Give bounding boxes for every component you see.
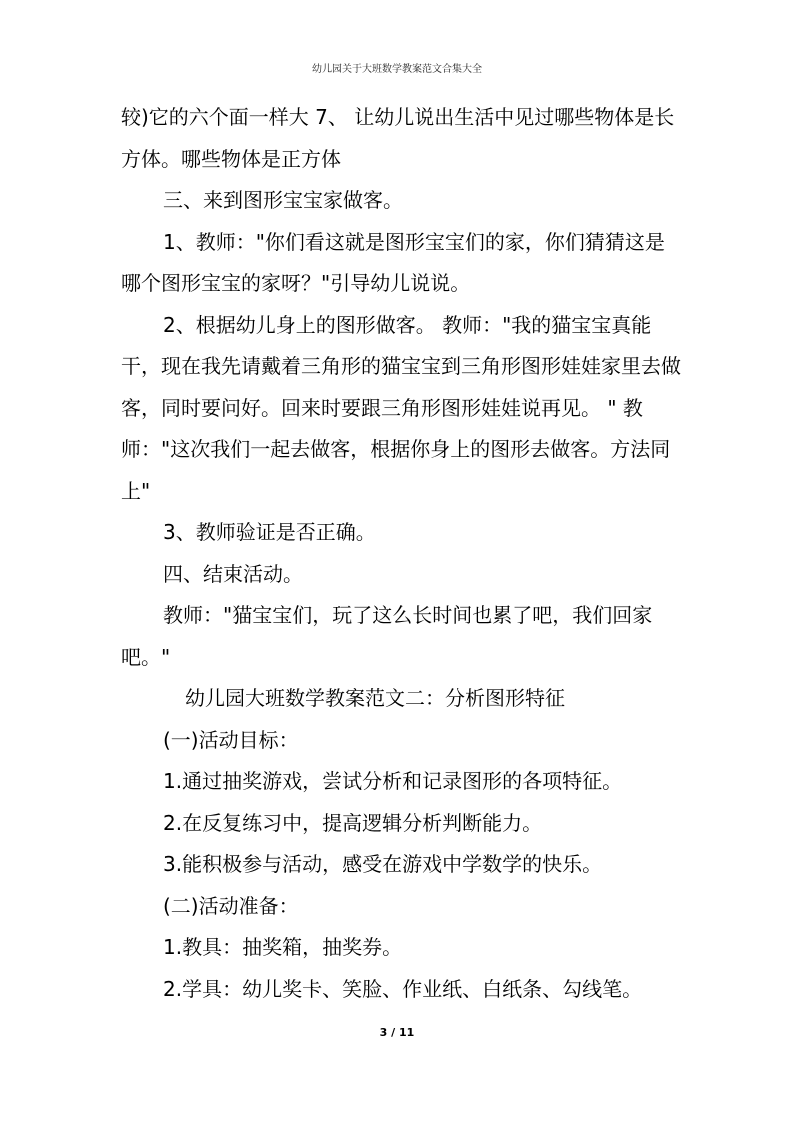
section-heading: (一)活动目标： (163, 727, 299, 752)
document-body (121, 97, 681, 1010)
paragraph: 3、教师验证是否正确。 (163, 520, 376, 544)
list-item: 2.在反复练习中，提高逻辑分析判断能力。 (163, 810, 543, 835)
section-heading: (二)活动准备： (163, 893, 299, 918)
paragraph: 较)它的六个面一样大 7、 让幼儿说出生活中见过哪些物体是长方体。哪些物体是正方体 (121, 105, 675, 171)
list-item: 3.能积极参与活动，感受在游戏中学数学的快乐。 (163, 852, 603, 876)
article-title: 幼儿园大班数学教案范文二：分析图形特征 (185, 686, 565, 710)
list-item: 1.教具：抽奖箱，抽奖券。 (163, 935, 403, 959)
list-item: 2.学具：幼儿奖卡、笑脸、作业纸、白纸条、勾线笔。 (163, 976, 643, 1001)
paragraph: 1、教师："你们看这就是图形宝宝们的家，你们猜猜这是哪个图形宝宝的家呀？"引导幼儿说说。 (121, 229, 665, 295)
section-heading: 三、来到图形宝宝家做客。 (163, 188, 403, 212)
paragraph: 教师："猫宝宝们，玩了这么长时间也累了吧，我们回家吧。" (121, 603, 653, 669)
page-number: 3 / 11 (379, 1026, 415, 1039)
section-heading: 四、结束活动。 (163, 561, 303, 586)
paragraph: 2、根据幼儿身上的图形做客。 教师："我的猫宝宝真能干，现在我先请戴着三角形的猫宝宝到三角形图形娃娃家里去做客，同时要问好。回来时要跟三角形图形娃娃说再见。 " 教师："这次我们一起去做客，根据你身上的图形去做客。方法同上" (121, 312, 681, 503)
list-item: 1.通过抽奖游戏，尝试分析和记录图形的各项特征。 (163, 769, 623, 793)
page-header: 幼儿园关于大班数学教案范文合集大全 (312, 64, 482, 75)
